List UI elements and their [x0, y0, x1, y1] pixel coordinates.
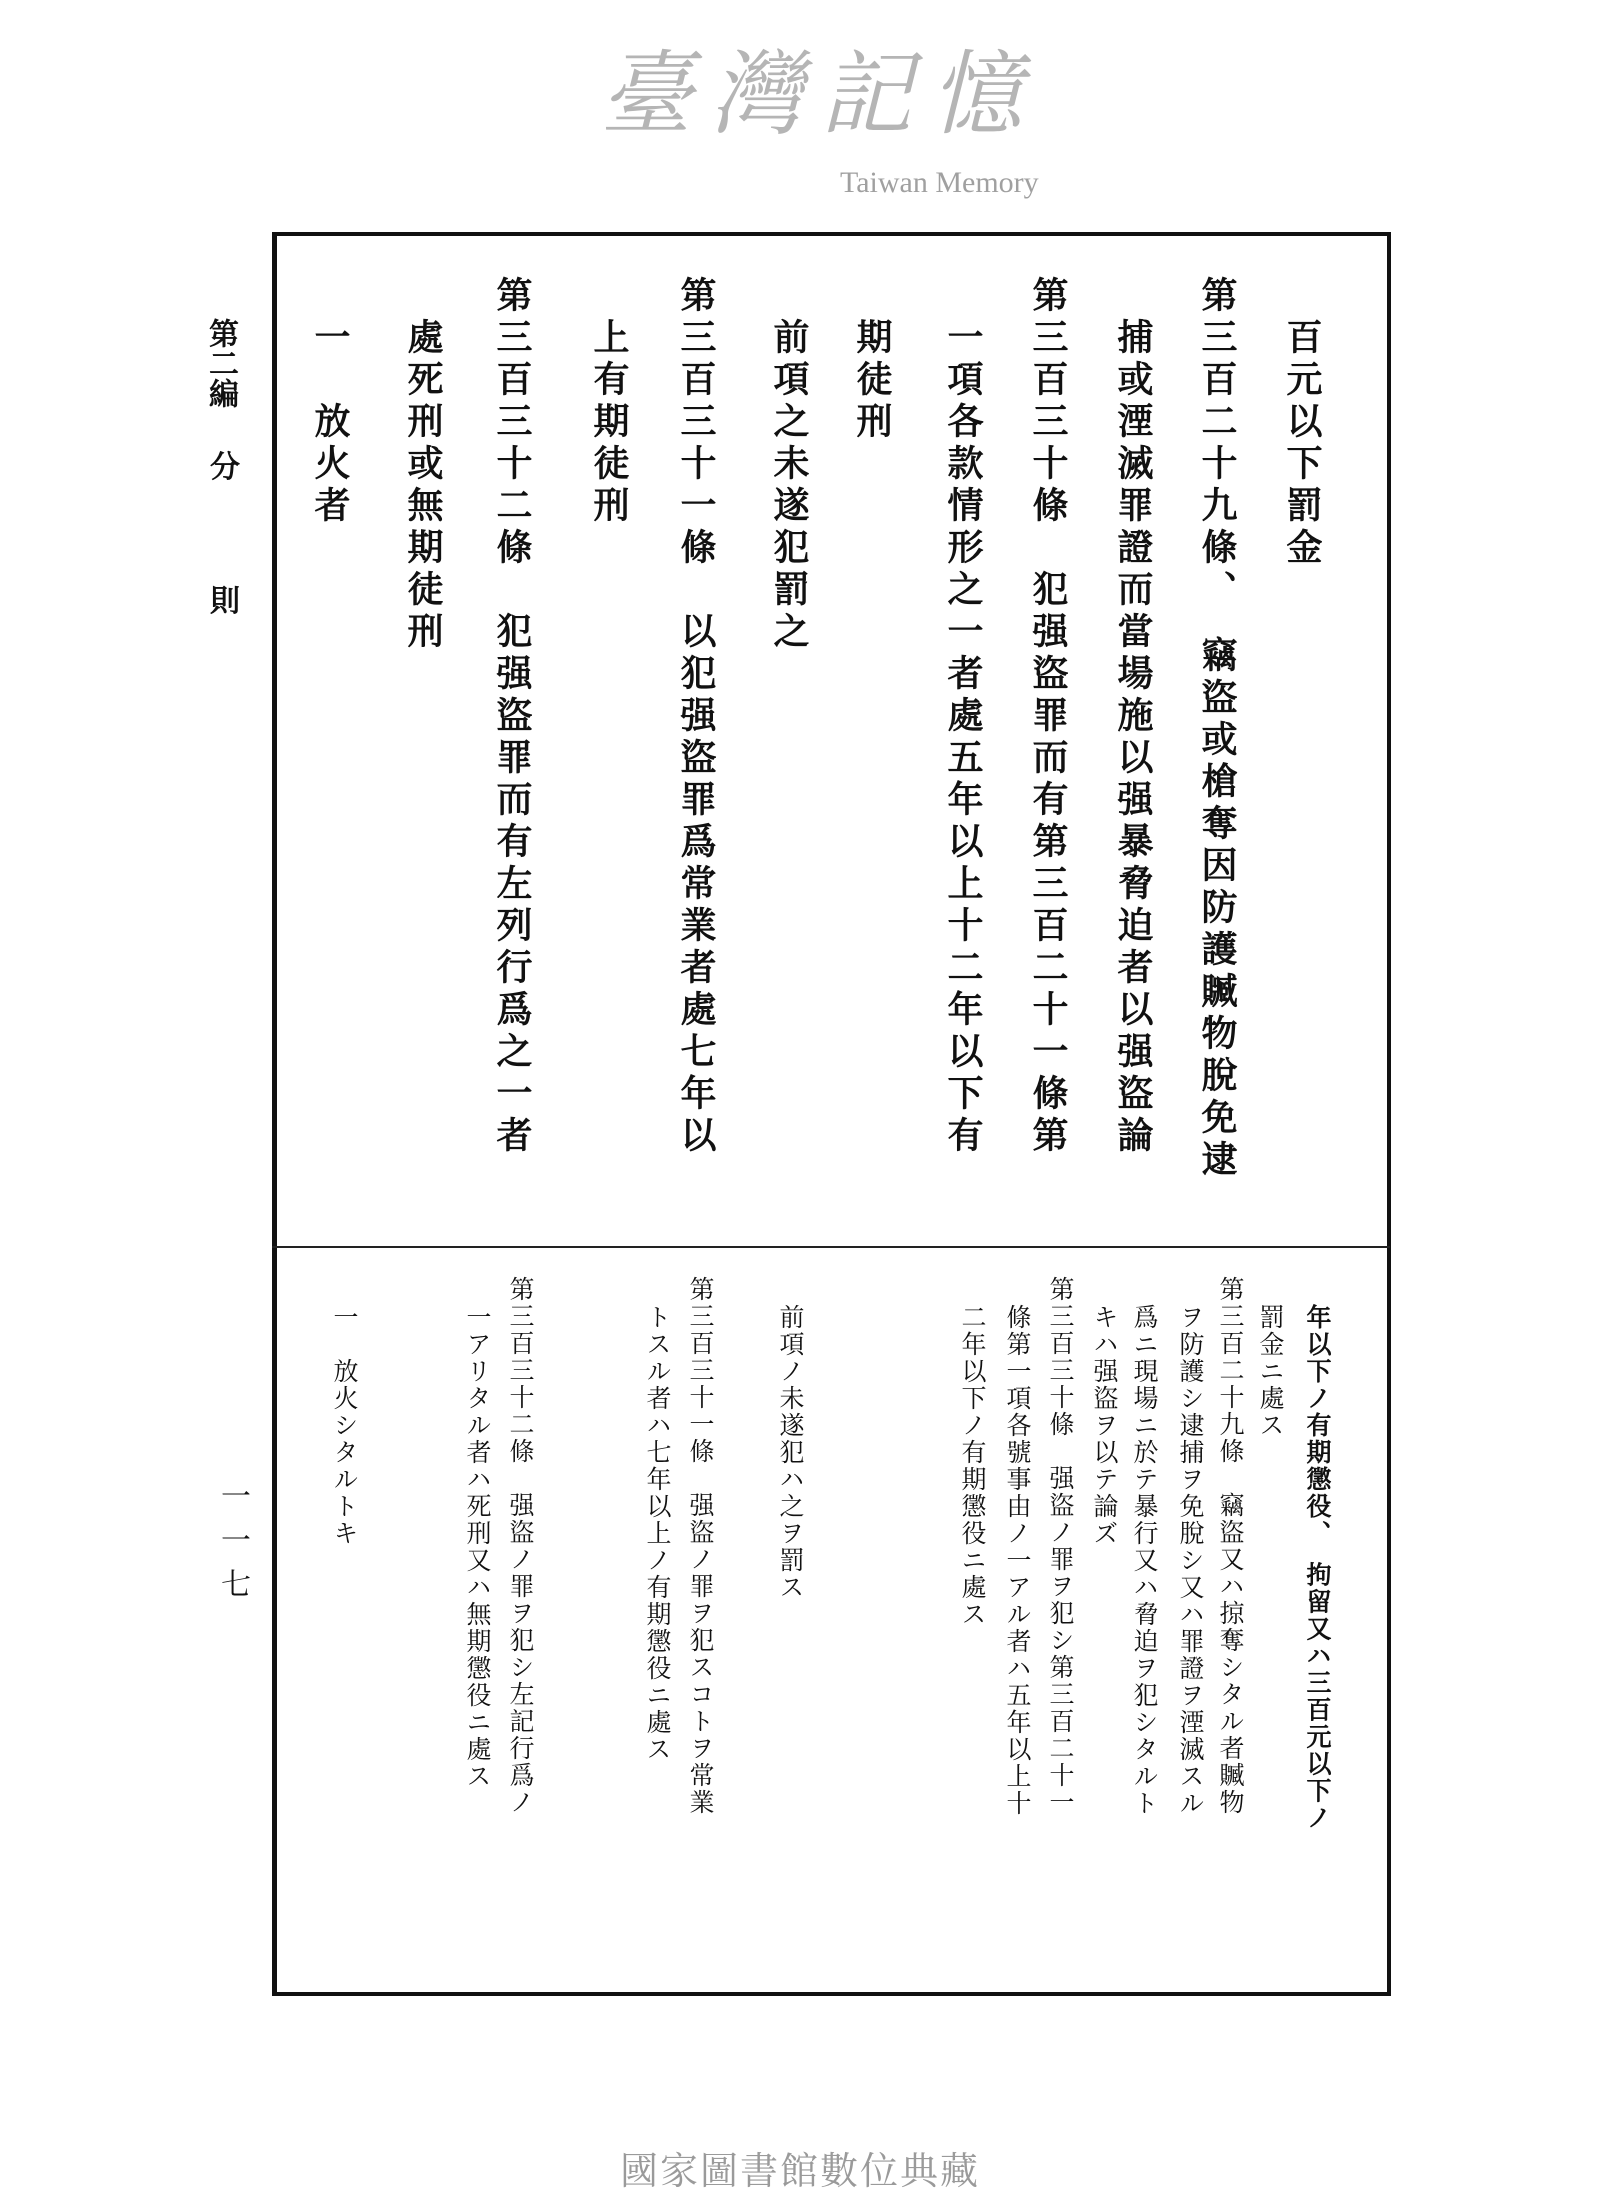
lower-column: 爲ニ現場ニ於テ暴行又ハ脅迫ヲ犯シタルト — [1130, 1304, 1159, 1817]
translation-divider — [272, 1246, 1390, 1248]
lower-column: キハ强盜ヲ以テ論ズ — [1090, 1304, 1119, 1547]
upper-column: 第三百三十二條 犯强盜罪而有左列行爲之一者 — [491, 276, 533, 1158]
taiwan-memory-watermark: 臺灣記憶 — [600, 41, 1041, 148]
upper-column: 期徒刑 — [851, 318, 893, 444]
upper-column: 一 放火者 — [309, 318, 351, 528]
upper-column: 第三百三十一條 以犯强盜罪爲常業者處七年以 — [675, 276, 717, 1158]
lower-column: 第三百三十條 强盜ノ罪ヲ犯シ第三百二十一 — [1046, 1276, 1075, 1816]
lower-column: 年以下ノ有期懲役、 拘留又ハ三百元以下ノ — [1303, 1304, 1332, 1832]
lower-column: 一 放火シタルトキ — [330, 1304, 359, 1547]
taiwan-memory-watermark-subtitle: Taiwan Memory — [840, 166, 1039, 199]
margin-part: 第二編 — [203, 318, 238, 408]
lower-column: トスル者ハ七年以上ノ有期懲役ニ處ス — [643, 1304, 672, 1763]
upper-column: 第三百二十九條、 竊盜或槍奪因防護贓物脫免逮 — [1196, 276, 1238, 1182]
lower-column: 第三百三十一條 强盜ノ罪ヲ犯スコトヲ常業 — [686, 1276, 715, 1816]
upper-column: 捕或湮滅罪證而當場施以强暴脅迫者以强盜論 — [1112, 318, 1154, 1158]
upper-column: 第三百三十條 犯强盜罪而有第三百二十一條第 — [1027, 276, 1069, 1158]
lower-column: 罰金ニ處ス — [1256, 1304, 1285, 1439]
lower-column: 一アリタル者ハ死刑又ハ無期懲役ニ處ス — [463, 1304, 492, 1790]
lower-column: ヲ防護シ逮捕ヲ免脫シ又ハ罪證ヲ湮滅スル — [1176, 1304, 1205, 1817]
lower-column: 條第一項各號事由ノ一アル者ハ五年以上十 — [1003, 1304, 1032, 1817]
upper-column: 百元以下罰金 — [1281, 318, 1323, 570]
lower-column: 第三百三十二條 强盜ノ罪ヲ犯シ左記行爲ノ — [506, 1276, 535, 1816]
upper-column: 處死刑或無期徒刑 — [402, 318, 444, 654]
lower-column: 第三百二十九條 竊盜又ハ掠奪シタル者贓物 — [1216, 1276, 1245, 1816]
page-number: 一一七 — [215, 1480, 250, 1612]
library-footer: 國家圖書館數位典藏 — [619, 2149, 980, 2193]
margin-word-2: 則 — [210, 584, 240, 619]
lower-column: 前項ノ未遂犯ハ之ヲ罰ス — [776, 1304, 805, 1601]
upper-column: 一項各款情形之一者處五年以上十二年以下有 — [942, 318, 984, 1158]
lower-column: 二年以下ノ有期懲役ニ處ス — [958, 1304, 987, 1628]
upper-column: 上有期徒刑 — [588, 318, 630, 528]
margin-word-1: 分 — [210, 450, 240, 485]
upper-column: 前項之未遂犯罰之 — [768, 318, 810, 654]
